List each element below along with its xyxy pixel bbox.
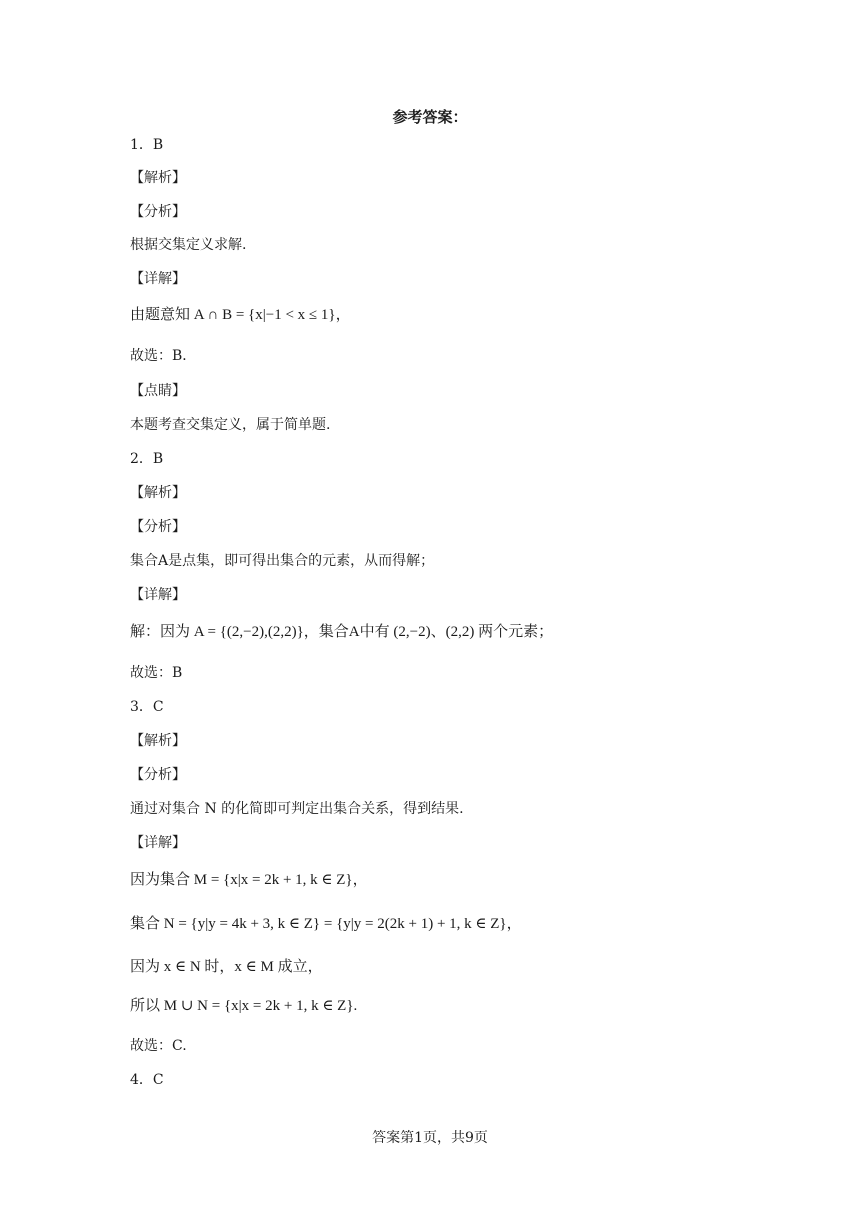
answer-text: 本题考查交集定义，属于简单题.: [130, 417, 331, 433]
answer-formula: 解：因为 A = {(2,−2),(2,2)}，集合A中有 (2,−2)、(2,2) 两个元素；: [130, 624, 554, 640]
section-heading: 【详解】: [130, 587, 186, 603]
question-number: 2．B: [130, 451, 164, 467]
page-footer: 答案第1页，共9页: [372, 1130, 488, 1146]
section-heading: 【详解】: [130, 835, 186, 851]
question-number: 4．C: [130, 1072, 164, 1088]
section-heading: 【点睛】: [130, 383, 186, 399]
question-number: 1．B: [130, 137, 164, 153]
answer-formula: 由题意知 A ∩ B = {x|−1 < x ≤ 1}，: [130, 307, 351, 323]
section-heading: 【分析】: [130, 519, 186, 535]
answer-choice: 故选：B: [130, 665, 183, 681]
section-heading: 【解析】: [130, 733, 186, 749]
page-title: 参考答案：: [392, 108, 468, 126]
answer-text: 集合A是点集，即可得出集合的元素，从而得解；: [130, 553, 435, 569]
section-heading: 【解析】: [130, 485, 186, 501]
section-heading: 【详解】: [130, 271, 186, 287]
section-heading: 【分析】: [130, 767, 186, 783]
answer-formula: 因为集合 M = {x|x = 2k + 1, k ∈ Z}，: [130, 872, 368, 888]
answer-choice: 故选：C.: [130, 1038, 187, 1054]
answer-text: 根据交集定义求解.: [130, 237, 247, 253]
answer-formula: 所以 M ∪ N = {x|x = 2k + 1, k ∈ Z}.: [130, 998, 358, 1014]
answer-formula: 集合 N = {y|y = 4k + 3, k ∈ Z} = {y|y = 2(2k + 1) + 1, k ∈ Z}，: [130, 916, 522, 932]
answer-choice: 故选：B．: [130, 348, 197, 364]
question-number: 3．C: [130, 699, 164, 715]
section-heading: 【解析】: [130, 170, 186, 186]
answer-formula: 因为 x ∈ N 时，x ∈ M 成立，: [130, 959, 323, 975]
section-heading: 【分析】: [130, 204, 186, 220]
answer-text: 通过对集合 N 的化简即可判定出集合关系，得到结果.: [130, 801, 464, 817]
